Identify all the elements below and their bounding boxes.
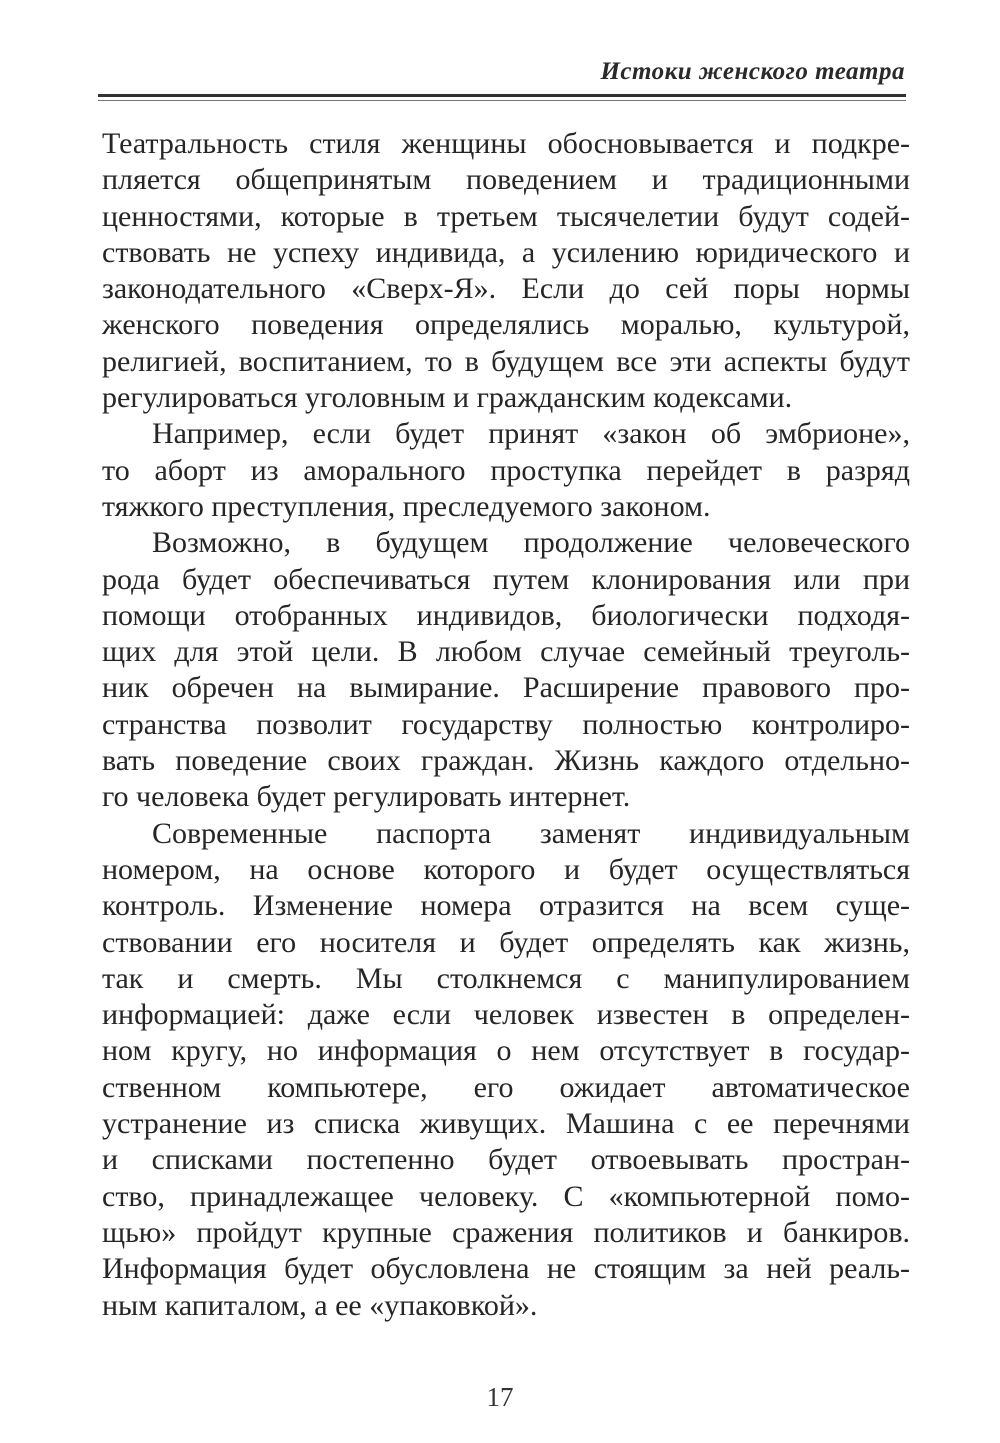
text-line: рода будет обеспечиваться путем клонирования или при xyxy=(102,562,910,596)
text-line: регулироваться уголовным и гражданским кодексами. xyxy=(102,381,793,415)
paragraph-1 xyxy=(102,126,910,416)
running-header-title: Истоки женского театра xyxy=(600,58,905,85)
text-line: странства позволит государству полностью контролиро- xyxy=(102,707,910,741)
paragraph-2 xyxy=(102,416,910,525)
body-text xyxy=(102,126,910,1324)
text-line: номером, на основе которого и будет осуществляться xyxy=(102,852,910,886)
text-line: помощи отобранных индивидов, биологически подходя- xyxy=(102,598,910,632)
text-line: устранение из списка живущих. Машина с ее перечнями xyxy=(102,1107,910,1141)
text-line: контроль. Изменение номера отразится на всем суще- xyxy=(102,889,910,923)
text-line: информацией: даже если человек известен в определен- xyxy=(102,998,910,1032)
text-line: Театральность стиля женщины обосновывается и подкре- xyxy=(102,127,910,160)
text-line: то аборт из аморального проступка перейдет в разряд xyxy=(102,453,910,487)
text-line: женского поведения определялись моралью, культурой, xyxy=(102,308,910,342)
paragraph-3 xyxy=(102,525,910,815)
text-line: так и смерть. Мы столкнемся с манипулированием xyxy=(102,961,910,995)
text-line: Информация будет обусловлена не стоящим за ней реаль- xyxy=(102,1252,910,1286)
text-line: Возможно, в будущем продолжение человеческого xyxy=(152,526,910,560)
paragraph-4 xyxy=(102,816,910,1324)
text-line: щих для этой цели. В любом случае семейный треуголь- xyxy=(102,635,910,669)
text-line: ственном компьютере, его ожидает автоматическое xyxy=(102,1070,910,1104)
text-line: Например, если будет принят «закон об эмбрионе», xyxy=(152,417,910,451)
text-line: пляется общепринятым поведением и традиционными xyxy=(102,163,910,197)
header-rule xyxy=(98,94,906,97)
text-line: го человека будет регулировать интернет. xyxy=(102,780,631,814)
text-line: вать поведение своих граждан. Жизнь каждого отдельно- xyxy=(102,744,910,778)
text-line: ном кругу, но информация о нем отсутствует в государ- xyxy=(102,1034,910,1068)
page-number: 17 xyxy=(486,1382,514,1412)
text-line: Современные паспорта заменят индивидуальным xyxy=(152,816,910,850)
header-rule-secondary xyxy=(98,100,906,101)
text-line: законодательного «Сверх-Я». Если до сей поры нормы xyxy=(102,272,910,306)
text-line: ным капиталом, а ее «упаковкой». xyxy=(102,1288,538,1322)
text-line: ствовать не успеху индивида, а усилению юридического и xyxy=(102,235,910,269)
text-line: ствовании его носителя и будет определять как жизнь, xyxy=(102,925,910,959)
text-line: религией, воспитанием, то в будущем все эти аспекты будут xyxy=(102,344,910,378)
text-line: тяжкого преступления, преследуемого законом. xyxy=(102,489,711,523)
text-line: ценностями, которые в третьем тысячелетии будут содей- xyxy=(102,199,910,233)
text-line: щью» пройдут крупные сражения политиков и банкиров. xyxy=(102,1215,910,1249)
text-line: ство, принадлежащее человеку. С «компьютерной помо- xyxy=(102,1179,910,1213)
text-line: ник обречен на вымирание. Расширение правового про- xyxy=(102,671,910,705)
text-line: и списками постепенно будет отвоевывать простран- xyxy=(102,1143,910,1177)
